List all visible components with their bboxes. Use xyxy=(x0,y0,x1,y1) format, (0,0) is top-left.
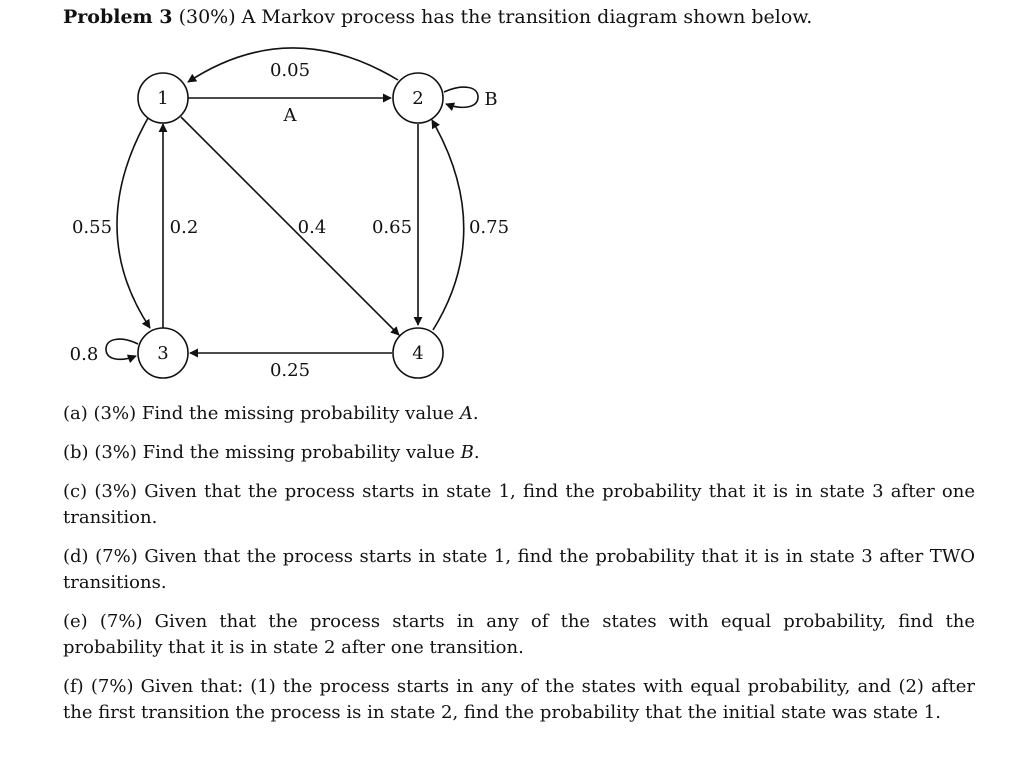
part-c-text: Given that the process starts in state 1, find the probability that it is in state 3 after one transition. xyxy=(63,481,976,528)
part-f-weight: (7%) xyxy=(90,676,134,697)
part-e xyxy=(63,609,975,661)
node-2-label: 2 xyxy=(412,88,424,109)
part-f-label: (f) xyxy=(63,676,84,697)
part-e-label: (e) xyxy=(63,611,88,632)
part-a-weight: (3%) xyxy=(93,403,137,424)
label-edge-4-to-3: 0.25 xyxy=(269,360,311,381)
part-a-variable: A xyxy=(459,403,473,424)
problem-label: Problem 3 xyxy=(63,6,173,28)
node-2 xyxy=(393,73,443,123)
label-edge-3-to-1: 0.2 xyxy=(169,217,199,238)
node-4-label: 4 xyxy=(412,343,424,364)
label-edge-1-to-4: 0.4 xyxy=(297,217,327,238)
edge-1-to-4 xyxy=(181,117,399,335)
part-a-end: . xyxy=(472,403,479,424)
problem-weight: (30%) xyxy=(178,6,236,28)
part-a xyxy=(63,401,975,427)
node-1 xyxy=(138,73,188,123)
node-1-label: 1 xyxy=(157,88,169,109)
node-4 xyxy=(393,328,443,378)
edge-3-self-loop xyxy=(106,339,138,359)
part-d xyxy=(63,544,975,596)
node-3-label: 3 xyxy=(157,343,169,364)
part-b xyxy=(63,440,975,466)
label-edge-2-to-1: 0.05 xyxy=(269,60,311,81)
label-edge-4-to-2: 0.75 xyxy=(468,217,510,238)
edge-4-to-2 xyxy=(432,120,464,330)
edge-1-to-3 xyxy=(117,118,150,328)
part-d-text: Given that the process starts in state 1, find the probability that it is in state 3 after TWO transitions. xyxy=(63,546,975,593)
part-a-text: Find the missing probability value xyxy=(141,403,455,424)
part-a-label: (a) xyxy=(63,403,88,424)
question-parts xyxy=(63,401,975,739)
label-edge-1-to-2: A xyxy=(283,105,297,126)
part-b-variable: B xyxy=(460,442,474,463)
label-edge-1-to-3: 0.55 xyxy=(71,217,113,238)
edge-2-self-loop xyxy=(444,87,478,107)
part-c xyxy=(63,479,975,531)
node-3 xyxy=(138,328,188,378)
part-e-weight: (7%) xyxy=(99,611,143,632)
part-d-label: (d) xyxy=(63,546,89,567)
label-edge-3-self-loop: 0.8 xyxy=(69,344,99,365)
part-f xyxy=(63,674,975,726)
problem-statement: A Markov process has the transition diagram shown below. xyxy=(241,6,813,28)
part-b-text: Find the missing probability value xyxy=(142,442,455,463)
part-c-label: (c) xyxy=(63,481,88,502)
part-b-weight: (3%) xyxy=(94,442,137,463)
label-edge-2-to-4: 0.65 xyxy=(371,217,413,238)
part-c-weight: (3%) xyxy=(94,481,137,502)
part-e-text: Given that the process starts in any of the states with equal probability, find the probability that it is in state 2 after one transition. xyxy=(63,611,975,658)
part-d-weight: (7%) xyxy=(95,546,138,567)
label-edge-2-self-loop: B xyxy=(484,89,498,110)
part-f-text: Given that: (1) the process starts in any of the states with equal probability, and (2) after the first transition the process is in state 2, find the probability that the initial state was state 1. xyxy=(63,676,975,723)
part-b-end: . xyxy=(473,442,480,463)
part-b-label: (b) xyxy=(63,442,89,463)
